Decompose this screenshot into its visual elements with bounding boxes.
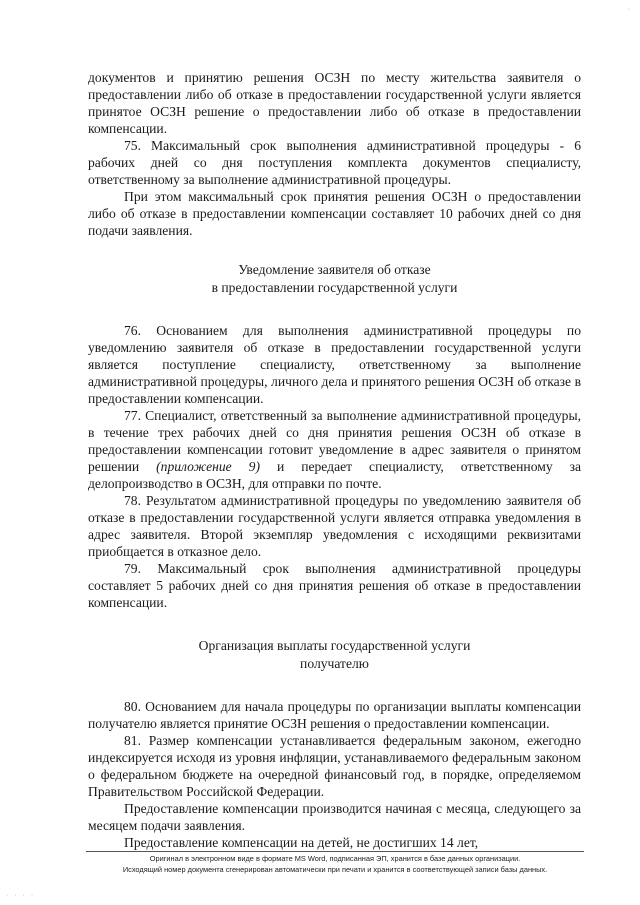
paragraph-75-note: При этом максимальный срок принятия решения ОСЗН о предоставлении либо об отказе в предоставлении компенсации составляет 10 рабочих дней со дня подачи заявления.: [88, 189, 581, 238]
paragraph-77: [88, 407, 581, 492]
paragraph-81: 81. Размер компенсации устанавливается федеральным законом, ежегодно индексируется исходя из уровня инфляции, устанавливаемого федеральным законом о федеральном бюджете на очередной финансовый год, в порядке, определяемом Правительством Российской Федерации.: [88, 733, 581, 799]
section-heading-notification-line1: Уведомление заявителя об отказе: [238, 262, 431, 277]
paragraph-77-text-b: и передает специалисту, ответственному за делопроизводство в ОСЗН, для отправки по почте.: [88, 459, 582, 491]
footer-divider: [86, 851, 584, 852]
paragraph-79: 79. Максимальный срок выполнения административной процедуры составляет 5 рабочих дней со дня принятия решения об отказе в предоставлении компенсации.: [88, 561, 581, 610]
section-heading-notification: [88, 261, 581, 296]
paragraph-76: 76. Основанием для выполнения административной процедуры по уведомлению заявителя об отказе в предоставлении государственной услуги является поступление специалисту, ответственному за выполнение административной процедуры, личного дела и принятого решения ОСЗН об отказе в предоставлении компенсации.: [88, 323, 581, 406]
section-heading-payment-line2: получателю: [300, 655, 369, 671]
paragraph-continuation: документов и принятию решения ОСЗН по месту жительства заявителя о предоставлении либо об отказе в предоставлении государственной услуги является принятое ОСЗН решение о предоставлении либо об отказе в предоставлении компенсации.: [88, 70, 581, 136]
paragraph-78: 78. Результатом административной процедуры по уведомлению заявителя об отказе в предоставлении государственной услуги является отправка уведомления в адрес заявителя. Второй экземпляр уведомления с исходящими реквизитами приобщается в отказное дело.: [88, 493, 581, 559]
document-footer: [80, 853, 590, 875]
appendix-reference: (приложение 9): [156, 459, 260, 474]
paragraph-80: 80. Основанием для начала процедуры по организации выплаты компенсации получателю является принятие ОСЗН решения о предоставлении компенсации.: [88, 699, 581, 731]
paragraph-81-start: Предоставление компенсации производится начиная с месяца, следующего за месяцем подачи заявления.: [88, 801, 581, 833]
scan-bottom-mark: · · · ·: [6, 892, 36, 899]
footer-line-1: Оригинал в электронном виде в формате MS Word, подписанная ЭП, хранится в базе данных организации.: [149, 854, 521, 863]
footer-line-2: Исходящий номер документа сгенерирован автоматически при печати и хранится в соответствующей записи базы данных.: [122, 865, 548, 874]
paragraph-77-text-a: 77. Специалист, ответственный за выполнение административной процедуры, в течение трех рабочих дней со дня принятия решения ОСЗН об отказе в предоставлении компенсации готовит уведомление в адрес заявителя о принятом решении: [88, 408, 581, 474]
scan-corner-mark: ·: [627, 6, 630, 13]
section-heading-payment: [88, 637, 581, 672]
document-body: [88, 69, 581, 851]
section-heading-payment-line1: Организация выплаты государственной услуги: [198, 638, 471, 653]
paragraph-81-children: Предоставление компенсации на детей, не достигших 14 лет,: [124, 835, 479, 850]
paragraph-75: 75. Максимальный срок выполнения административной процедуры - 6 рабочих дней со дня поступления комплекта документов специалисту, ответственному за выполнение административной процедуры.: [88, 138, 581, 187]
section-heading-notification-line2: в предоставлении государственной услуги: [211, 279, 458, 295]
